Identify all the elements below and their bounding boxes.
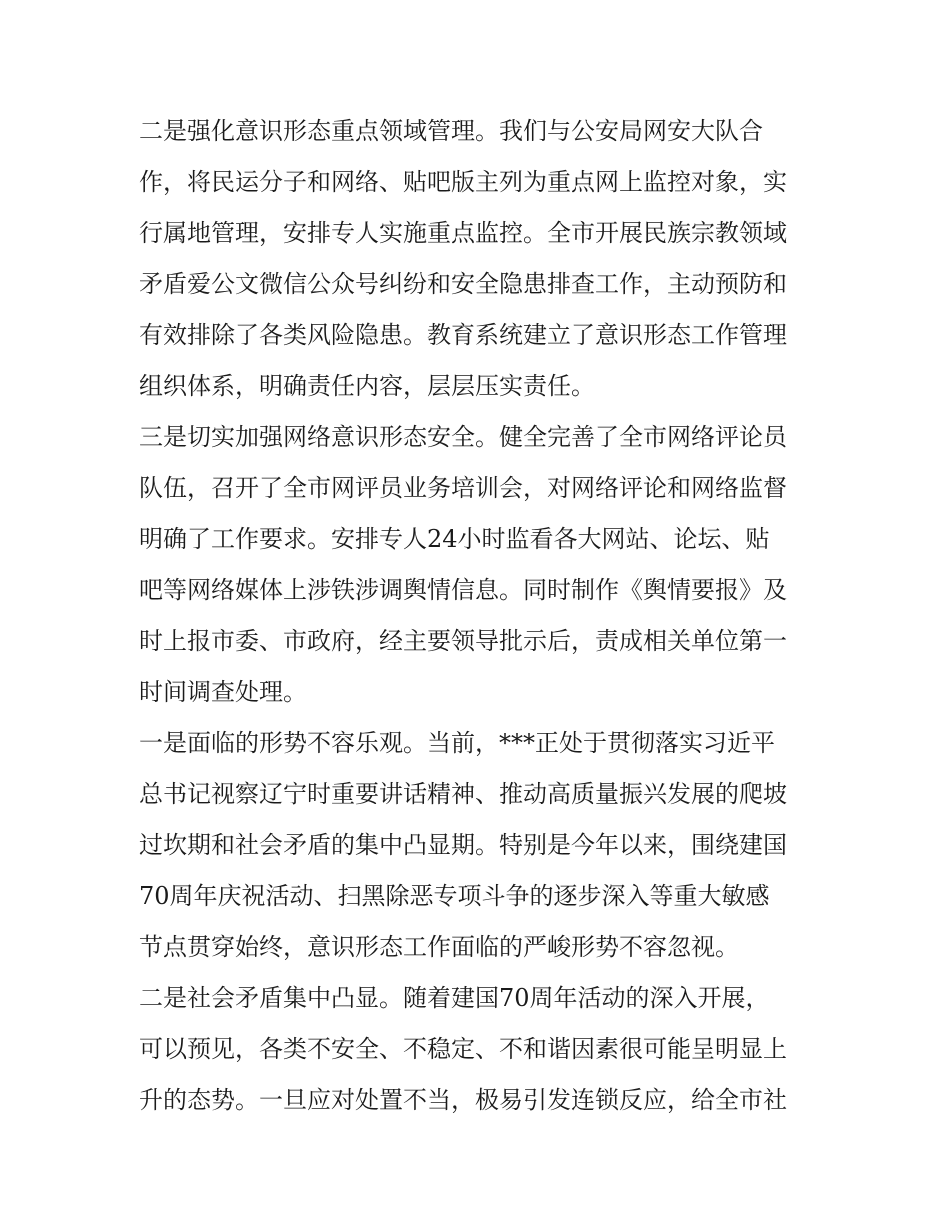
text-line: 二是强化意识形态重点领域管理。我们与公安局网安大队合 (139, 117, 763, 145)
paragraph-network-ideology (139, 412, 819, 718)
text-line: 矛盾爱公文微信公众号纠纷和安全隐患排查工作，主动预防和 (139, 270, 787, 298)
paragraph-ideology-key-areas (139, 106, 819, 412)
text-line: 可以预见，各类不安全、不稳定、不和谐因素很可能呈明显上 (139, 1035, 787, 1063)
text-line: 时上报市委、市政府，经主要领导批示后，责成相关单位第一 (139, 627, 787, 655)
text-line: 明确了工作要求。安排专人24小时监看各大网站、论坛、贴 (139, 525, 770, 553)
text-line: 二是社会矛盾集中凸显。随着建国70周年活动的深入开展， (139, 984, 770, 1012)
text-line: 总书记视察辽宁时重要讲话精神、推动高质量振兴发展的爬坡 (139, 780, 787, 808)
text-line: 有效排除了各类风险隐患。教育系统建立了意识形态工作管理 (139, 321, 787, 349)
paragraph-situation (139, 718, 819, 973)
document-body (139, 106, 819, 1126)
text-line: 三是切实加强网络意识形态安全。健全完善了全市网络评论员 (139, 423, 787, 451)
text-line: 组织体系，明确责任内容，层层压实责任。 (139, 372, 595, 400)
text-line: 节点贯穿始终，意识形态工作面临的严峻形势不容忽视。 (139, 933, 739, 961)
text-line: 升的态势。一旦应对处置不当，极易引发连锁反应，给全市社 (139, 1086, 787, 1114)
text-line: 过坎期和社会矛盾的集中凸显期。特别是今年以来，围绕建国 (139, 831, 787, 859)
paragraph-social-conflicts (139, 973, 819, 1126)
text-line: 70周年庆祝活动、扫黑除恶专项斗争的逐步深入等重大敏感 (139, 882, 770, 910)
text-line: 时间调查处理。 (139, 678, 307, 706)
text-line: 队伍，召开了全市网评员业务培训会，对网络评论和网络监督 (139, 474, 787, 502)
text-line: 行属地管理，安排专人实施重点监控。全市开展民族宗教领域 (139, 219, 787, 247)
text-line: 作，将民运分子和网络、贴吧版主列为重点网上监控对象，实 (139, 168, 787, 196)
text-line: 吧等网络媒体上涉铁涉调舆情信息。同时制作《舆情要报》及 (139, 576, 787, 604)
text-line: 一是面临的形势不容乐观。当前，***正处于贯彻落实习近平 (139, 729, 775, 757)
